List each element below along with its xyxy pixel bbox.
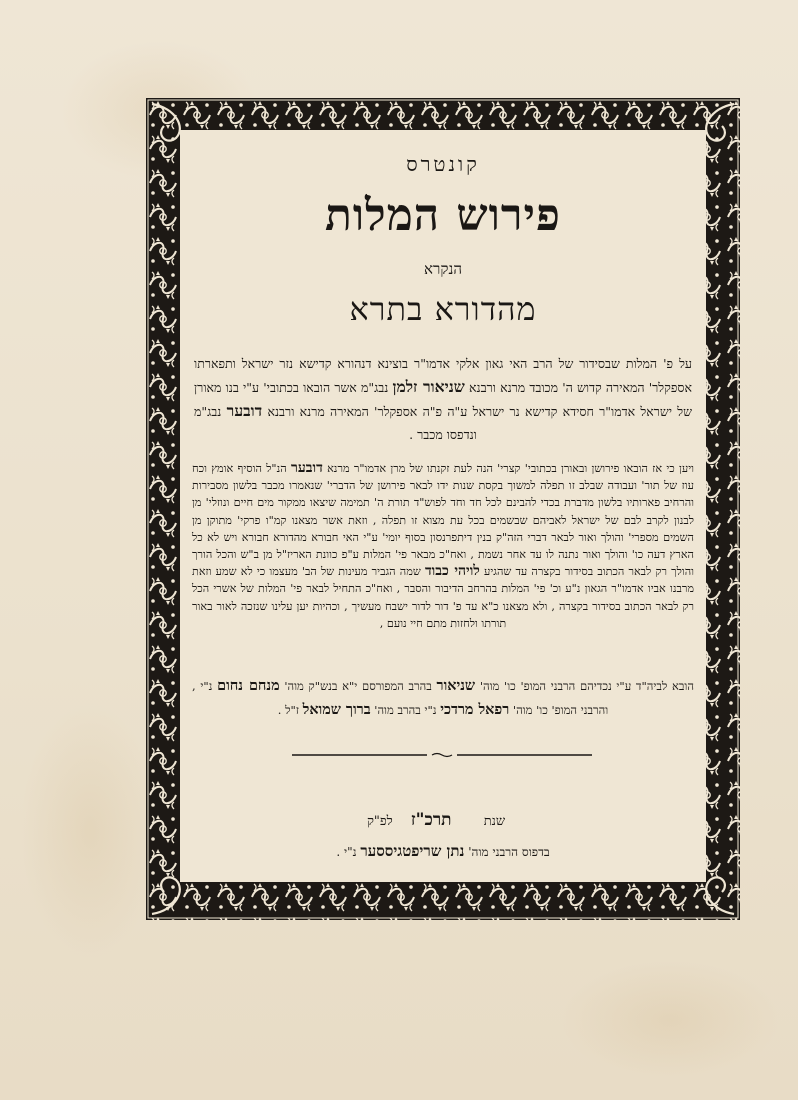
publishers-text: בהרב המפורסם י"א בנש"ק מוה' [284, 679, 432, 693]
decorative-rule [292, 752, 592, 758]
paper-stain [20, 700, 160, 960]
printer-credit [180, 842, 706, 861]
printer-prefix: בדפוס הרבני מוה' [468, 845, 550, 859]
publishers-text: נ"י , והרבני המופ' כו' מוה' [192, 679, 609, 717]
body-text: ויען כי אז הובאו פירושן ובאורן בכתובי' קצרי' הנה לעת זקנתו של מרן אדמו"ר מרנא [327, 462, 694, 475]
publishers-text: נ"י בהרב מוה' [374, 703, 437, 717]
intro-paragraph [194, 352, 692, 446]
edition-title: מהדורא בתרא [349, 290, 537, 328]
ornamental-border [146, 98, 740, 920]
intro-text: על פ' המלות שבסידור של הרב האי גאון אלקי אדמו"ר בוצינא דנהורא קדישא נזר ישראל ותפארתו אספקלר' המאירה קדוש ה' מכובד מרנא ורבנא [194, 356, 692, 395]
title-content [180, 130, 706, 882]
printer-suffix: נ"י . [336, 845, 357, 859]
title-panel [180, 130, 706, 882]
year-suffix: לפ"ק [366, 814, 393, 829]
printer-name: נתן שריפטגיססער [360, 842, 465, 860]
author-name: שניאור זלמן [392, 377, 465, 396]
kuntres-heading: קונטרס [406, 152, 480, 176]
section-name: לויהי כבוד [424, 563, 480, 580]
publishers-paragraph [192, 674, 694, 722]
son-name: דובער [226, 401, 263, 420]
body-text: שמה הגביר מעינות של הב' מעצמו כי לא שמע וזאת מרבנו אביו אדמו"ר הגאון נ"ע וכ' פי' המלות בהרחב הדיבור והסבר , ואח"כ התחיל לבאר פי' המלות של אשרי הכל רק לבאר הכתוב בסידור בקצרה , ולא מצאנו כ"א עד פ' דור לדור ישבח מעשיך , וכהיות יען עלינו שנזכה לאור באור תורתו ולחזות מתם חיי נועם , [192, 565, 694, 630]
paper-stain [560, 960, 780, 1080]
called-label: הנקרא [424, 260, 462, 278]
intro-text: נבג"מ ונדפסו מכבר . [194, 404, 477, 442]
book-title: פירוש המלות [325, 190, 561, 241]
son-name: דובער [290, 460, 323, 476]
publisher-name: ברוך שמואל [302, 702, 371, 718]
intro-text: נבג"מ אשר הובאו בכתובי' ע"י בנו מאורן של ישראל אדמו"ר חסידא קדישא נר ישראל ע"ה פ"ה אספקלר' המאירה מרנא ורבנא [194, 380, 693, 419]
body-paragraph [192, 460, 694, 632]
year-value: תרכ"ז [410, 810, 452, 830]
publishers-text: הובא לביה"ד ע"י נכדיהם הרבני המופ' כו' מוה' [479, 679, 694, 693]
year-word: שנת [483, 814, 506, 829]
body-text: הנ"ל הוסיף אומץ וכח עוז של תור' ועבודה שבלב זו תפלה למשוך בקסת שנות ידו לבאר פירושן של הדברי' שנאמרו מכבר בלשון מסבירות והרחיב פארותיו בלשון מדברת בכדי להבינם לכל חד וחד לפוש"ד תורת ה' תמימה שיצאו ממקור מים חיים ונוזלי' מן לבנון לקרב לבם של ישראל לאביהם שבשמים בכל עת מצוא זו תפלה , וזאת אשר מצאנו קמ"ו פרקי' מתוקן מן השמים מספרי' והולך ואור לבאר דברי הזה"ק בנין דיתפרנסון בסוף יומי' ע"י האי חבורא מהדורא חבורא ויש לא כל הארץ דעה כו' והולך ואור נתנה לו עד אחר נשמת , ואח"כ מבאר פי' המלות ע"פ כוונת האריז"ל מן ב"ש והכל הורך והולך רק לבאר הכתוב בסידור בקצרה עד שהגיע [192, 462, 694, 579]
publishers-text: ז"ל . [277, 703, 299, 717]
publisher-name: שניאור [436, 678, 476, 694]
publication-year [180, 810, 706, 830]
publisher-name: רפאל מרדכי [440, 702, 510, 718]
publisher-name: מנחם נחום [217, 678, 280, 694]
